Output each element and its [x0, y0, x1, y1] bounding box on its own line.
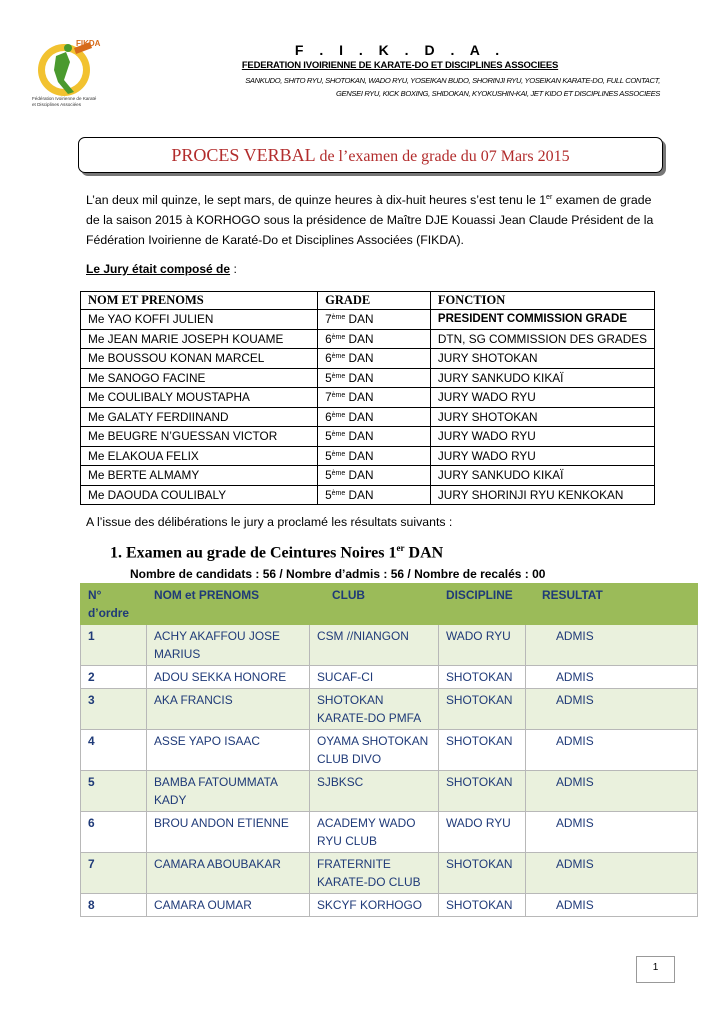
jury-grade-num: 5 [325, 429, 332, 444]
jury-grade-dan: DAN [345, 390, 374, 405]
intro-paragraph [86, 188, 656, 250]
jury-name: Me BERTE ALMAMY [81, 466, 318, 486]
result-status: ADMIS [526, 666, 698, 689]
jury-grade-dan: DAN [345, 429, 374, 444]
jury-grade [318, 349, 431, 369]
jury-grade [318, 427, 431, 447]
result-num: 7 [81, 853, 147, 894]
pv-title-main: PROCES VERBAL [171, 145, 315, 165]
intro-sup: er [546, 194, 553, 201]
jury-row [81, 466, 655, 486]
jury-function: JURY SANKUDO KIKAÏ [430, 368, 654, 388]
jury-name: Me BOUSSOU KONAN MARCEL [81, 349, 318, 369]
result-discipline: WADO RYU [439, 625, 526, 666]
disciplines-line-2: GENSEI RYU, KICK BOXING, SHIDOKAN, KYOKUSHIN-KAI, JET KIDO ET DISCIPLINES ASSOCIEES [336, 89, 660, 98]
jury-grade-sup: ème [331, 372, 346, 380]
intro-text-2: examen de grade de la saison 2015 à KORHOGO sous la présidence de Maître DJE Kouassi Jean Claude Président de la Fédération Ivoirienne de Karaté-Do et Disciplines Associées (FIKDA). [86, 193, 654, 248]
section-title [110, 543, 443, 562]
jury-grade-sup: ème [331, 353, 346, 361]
jury-grade [318, 329, 431, 349]
jury-grade-sup: ème [331, 489, 346, 497]
page-number: 1 [636, 956, 675, 983]
jury-name: Me BEUGRE N’GUESSAN VICTOR [81, 427, 318, 447]
jury-grade [318, 388, 431, 408]
jury-row [81, 485, 655, 505]
result-name: ASSE YAPO ISAAC [147, 730, 310, 771]
header-title: F . I . K . D . A . [294, 42, 506, 58]
result-name: CAMARA ABOUBAKAR [147, 853, 310, 894]
result-status: ADMIS [526, 771, 698, 812]
jury-grade-sup: ème [331, 431, 346, 439]
result-num: 1 [81, 625, 147, 666]
jury-grade-num: 6 [325, 409, 332, 424]
result-discipline: SHOTOKAN [439, 771, 526, 812]
intro-text-1: L’an deux mil quinze, le sept mars, de quinze heures à dix-huit heures s’est tenu le 1 [86, 193, 547, 208]
jury-row [81, 368, 655, 388]
section-title-end: DAN [404, 544, 444, 562]
result-num: 8 [81, 894, 147, 917]
result-discipline: SHOTOKAN [439, 689, 526, 730]
results-header-discipline: DISCIPLINE [439, 584, 526, 625]
jury-grade-num: 5 [325, 487, 332, 502]
result-status: ADMIS [526, 625, 698, 666]
results-header-num: N° d’ordre [81, 584, 147, 625]
jury-name: Me GALATY FERDIINAND [81, 407, 318, 427]
jury-row [81, 446, 655, 466]
jury-name: Me ELAKOUA FELIX [81, 446, 318, 466]
section-title-sup: er [396, 543, 405, 553]
jury-grade-dan: DAN [345, 448, 374, 463]
svg-text:FIKDA: FIKDA [76, 39, 101, 48]
results-header-club: CLUB [310, 584, 439, 625]
results-header-result: RESULTAT [526, 584, 698, 625]
jury-label-suffix: : [230, 262, 237, 276]
federation-name: FEDERATION IVOIRIENNE DE KARATE-DO ET DISCIPLINES ASSOCIEES [241, 60, 559, 71]
jury-grade [318, 446, 431, 466]
result-club: CSM //NIANGON [310, 625, 439, 666]
jury-function: JURY WADO RYU [430, 446, 654, 466]
result-club: OYAMA SHOTOKAN CLUB DIVO [310, 730, 439, 771]
jury-function: PRESIDENT COMMISSION GRADE [430, 310, 654, 330]
jury-name: Me COULIBALY MOUSTAPHA [81, 388, 318, 408]
candidate-counts: Nombre de candidats : 56 / Nombre d’admis : 56 / Nombre de recalés : 00 [130, 567, 546, 581]
result-name: AKA FRANCIS [147, 689, 310, 730]
result-name: ACHY AKAFFOU JOSE MARIUS [147, 625, 310, 666]
jury-name: Me YAO KOFFI JULIEN [81, 310, 318, 330]
jury-grade-dan: DAN [345, 409, 374, 424]
result-row [81, 812, 698, 853]
jury-grade-sup: ème [331, 333, 346, 341]
jury-function: JURY WADO RYU [430, 388, 654, 408]
section-title-text: 1. Examen au grade de Ceintures Noires 1 [110, 544, 397, 562]
result-discipline: WADO RYU [439, 812, 526, 853]
jury-function: DTN, SG COMMISSION DES GRADES [430, 329, 654, 349]
jury-grade-dan: DAN [345, 468, 374, 483]
result-name: BROU ANDON ETIENNE [147, 812, 310, 853]
jury-grade-dan: DAN [345, 312, 374, 327]
result-club: SKCYF KORHOGO [310, 894, 439, 917]
fikda-logo [30, 36, 110, 110]
results-header-row [81, 584, 698, 625]
jury-grade-num: 6 [325, 351, 332, 366]
result-status: ADMIS [526, 853, 698, 894]
jury-grade [318, 368, 431, 388]
jury-table [80, 291, 655, 505]
jury-grade-sup: ème [331, 470, 346, 478]
result-row [81, 689, 698, 730]
result-discipline: SHOTOKAN [439, 730, 526, 771]
result-status: ADMIS [526, 730, 698, 771]
jury-grade-dan: DAN [345, 487, 374, 502]
result-club: ACADEMY WADO RYU CLUB [310, 812, 439, 853]
result-row [81, 771, 698, 812]
result-discipline: SHOTOKAN [439, 666, 526, 689]
jury-function: JURY SHOTOKAN [430, 349, 654, 369]
result-club: SHOTOKAN KARATE-DO PMFA [310, 689, 439, 730]
results-header-name: NOM et PRENOMS [147, 584, 310, 625]
result-num: 2 [81, 666, 147, 689]
jury-grade-num: 7 [325, 312, 332, 327]
result-discipline: SHOTOKAN [439, 853, 526, 894]
jury-label-text: Le Jury était composé de [86, 262, 231, 276]
jury-row [81, 349, 655, 369]
result-num: 5 [81, 771, 147, 812]
jury-grade-sup: ème [331, 450, 346, 458]
jury-row [81, 329, 655, 349]
result-status: ADMIS [526, 812, 698, 853]
pv-title [79, 145, 662, 166]
pv-title-rest: de l’examen de grade du 07 Mars 2015 [319, 148, 570, 165]
jury-grade [318, 466, 431, 486]
jury-grade-dan: DAN [345, 370, 374, 385]
result-num: 3 [81, 689, 147, 730]
jury-header-row [81, 292, 655, 310]
jury-row [81, 310, 655, 330]
result-num: 6 [81, 812, 147, 853]
result-num: 4 [81, 730, 147, 771]
results-table [80, 583, 698, 917]
svg-text:et Disciplines Associées: et Disciplines Associées [32, 102, 82, 107]
result-row [81, 894, 698, 917]
result-discipline: SHOTOKAN [439, 894, 526, 917]
svg-text:Fédération Ivoirienne de Karat: Fédération Ivoirienne de Karaté [32, 96, 97, 101]
jury-grade [318, 310, 431, 330]
pv-title-box [78, 137, 663, 173]
jury-grade-num: 6 [325, 331, 332, 346]
jury-grade-dan: DAN [345, 351, 374, 366]
jury-row [81, 427, 655, 447]
jury-function: JURY SHOTOKAN [430, 407, 654, 427]
jury-name: Me DAOUDA COULIBALY [81, 485, 318, 505]
result-row [81, 730, 698, 771]
result-name: CAMARA OUMAR [147, 894, 310, 917]
results-intro: A l’issue des délibérations le jury a proclamé les résultats suivants : [86, 515, 453, 529]
jury-grade-dan: DAN [345, 331, 374, 346]
jury-header-function: FONCTION [430, 292, 654, 310]
result-club: FRATERNITE KARATE-DO CLUB [310, 853, 439, 894]
result-club: SJBKSC [310, 771, 439, 812]
result-name: ADOU SEKKA HONORE [147, 666, 310, 689]
jury-name: Me SANOGO FACINE [81, 368, 318, 388]
jury-grade [318, 485, 431, 505]
result-status: ADMIS [526, 894, 698, 917]
jury-grade-sup: ème [331, 392, 346, 400]
jury-row [81, 388, 655, 408]
jury-grade-num: 5 [325, 448, 332, 463]
result-club: SUCAF-CI [310, 666, 439, 689]
jury-grade-num: 5 [325, 468, 332, 483]
jury-grade-num: 5 [325, 370, 332, 385]
jury-function: JURY SHORINJI RYU KENKOKAN [430, 485, 654, 505]
result-status: ADMIS [526, 689, 698, 730]
jury-label [86, 262, 237, 276]
jury-row [81, 407, 655, 427]
jury-header-name: NOM ET PRENOMS [81, 292, 318, 310]
jury-function: JURY SANKUDO KIKAÏ [430, 466, 654, 486]
jury-function: JURY WADO RYU [430, 427, 654, 447]
jury-grade-sup: ème [331, 314, 346, 322]
result-row [81, 853, 698, 894]
result-name: BAMBA FATOUMMATA KADY [147, 771, 310, 812]
jury-grade-num: 7 [325, 390, 332, 405]
jury-grade [318, 407, 431, 427]
jury-grade-sup: ème [331, 411, 346, 419]
jury-header-grade: GRADE [318, 292, 431, 310]
jury-name: Me JEAN MARIE JOSEPH KOUAME [81, 329, 318, 349]
result-row [81, 666, 698, 689]
result-row [81, 625, 698, 666]
disciplines-line-1: SANKUDO, SHITO RYU, SHOTOKAN, WADO RYU, YOSEIKAN BUDO, SHORINJI RYU, YOSEIKAN KARATE-DO, FULL CONTACT, [245, 76, 660, 85]
